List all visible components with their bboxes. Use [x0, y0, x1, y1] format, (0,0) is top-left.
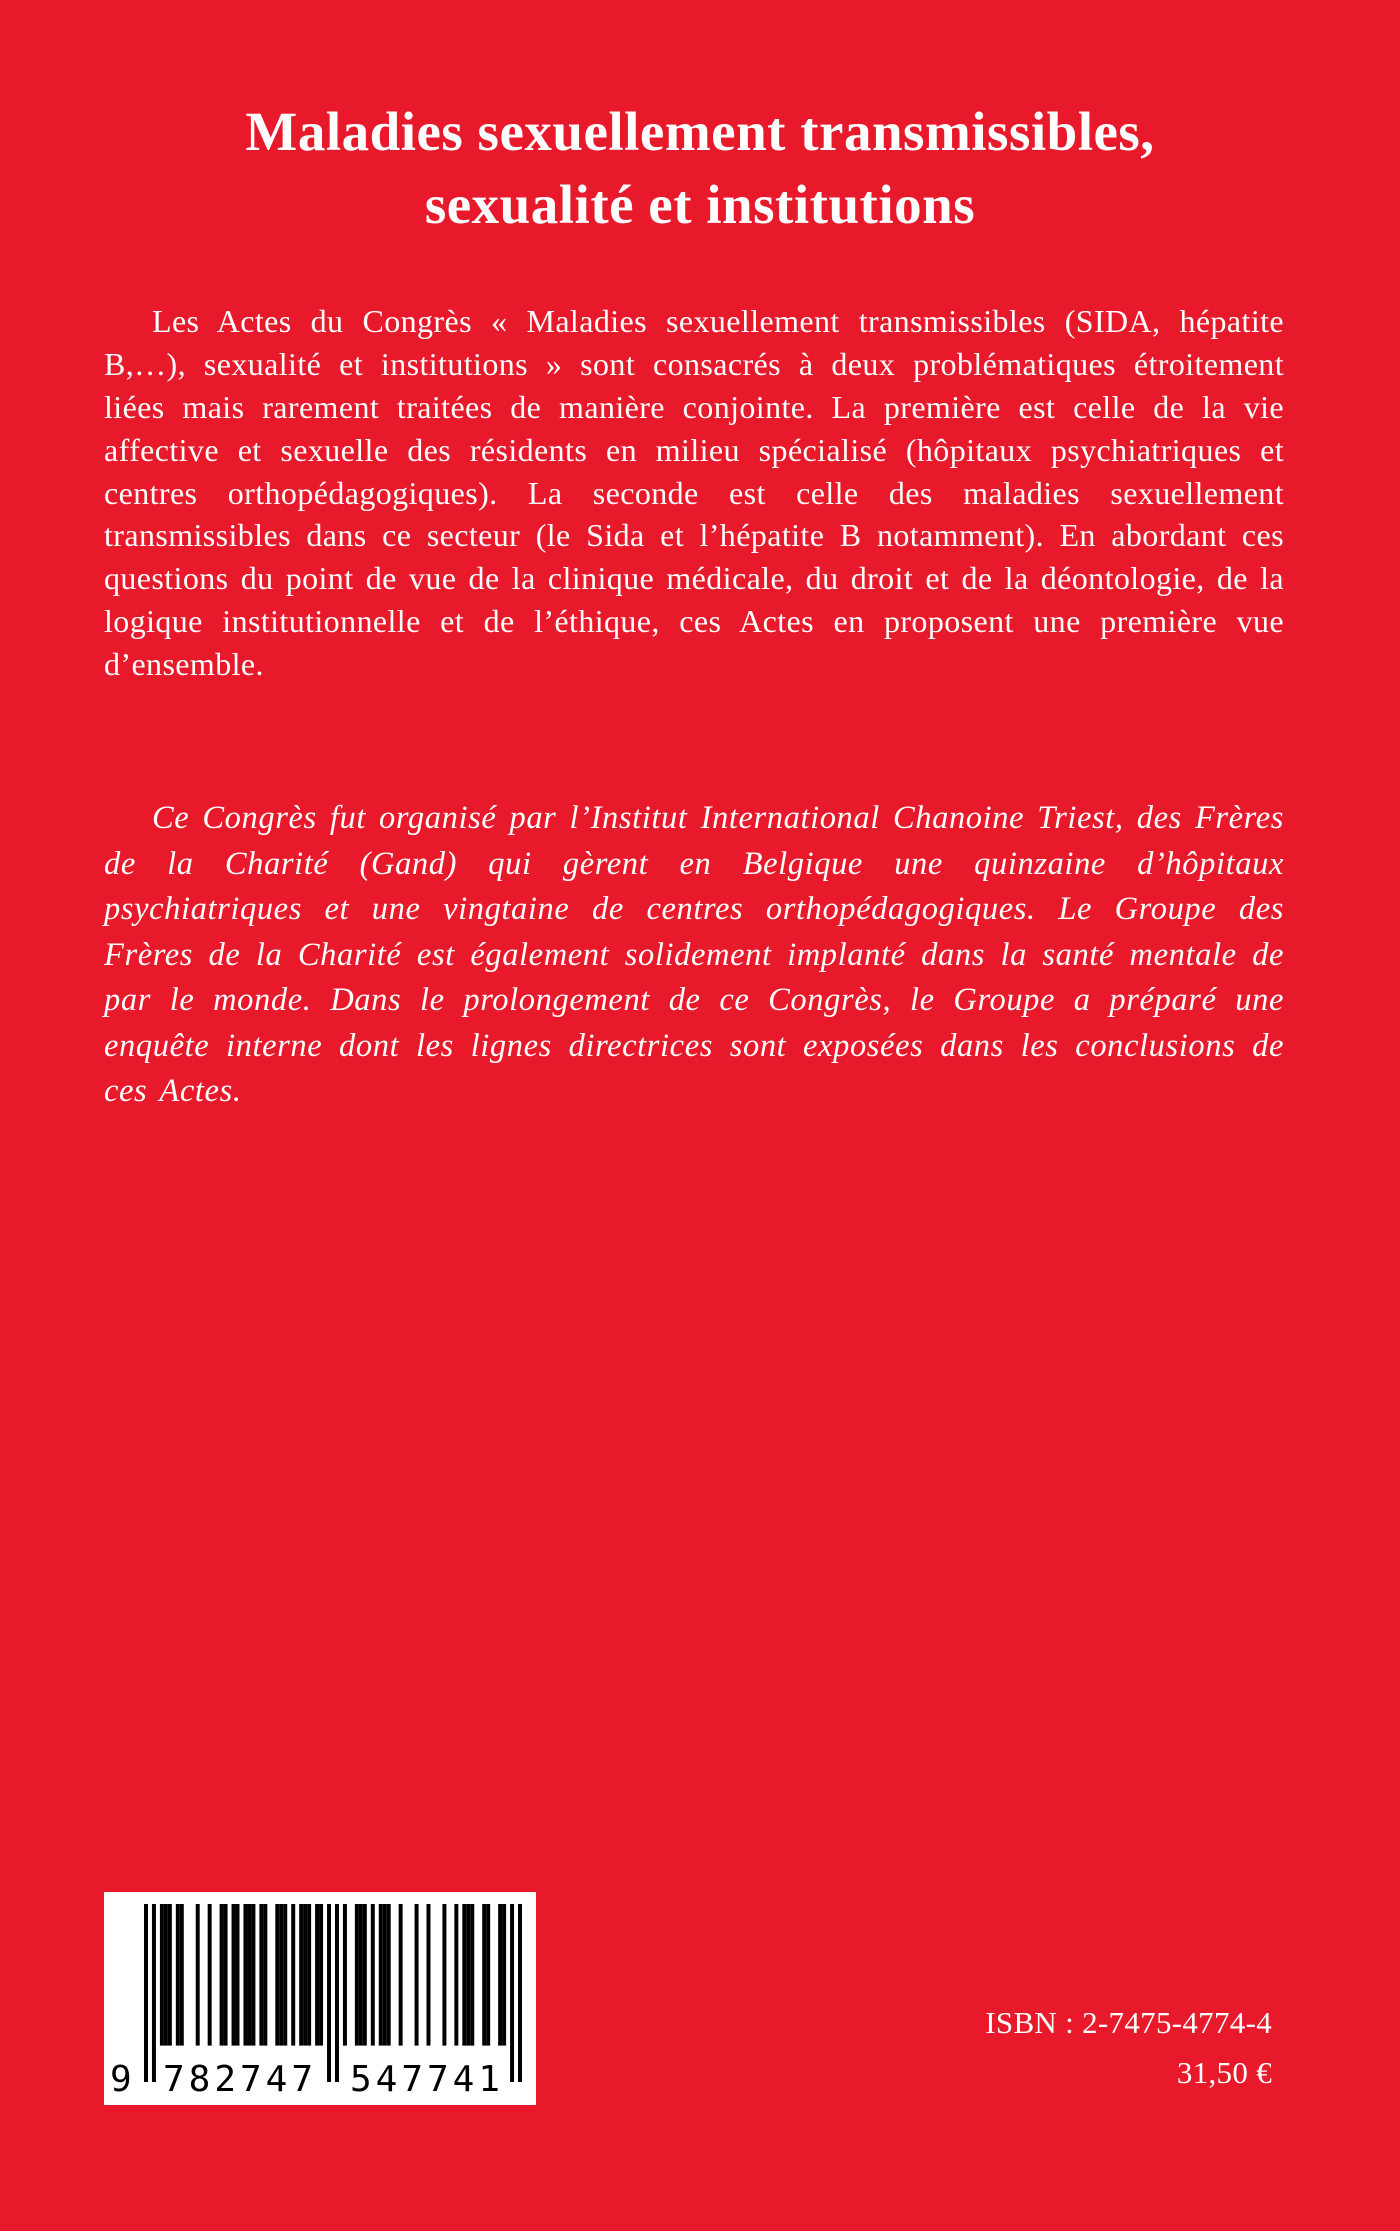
book-title	[0, 96, 1400, 241]
barcode-bars	[144, 1904, 522, 2082]
price: 31,50 €	[1176, 2054, 1272, 2090]
barcode	[104, 1892, 536, 2105]
title-line-1: Maladies sexuellement transmissibles,	[245, 101, 1155, 162]
barcode-digit-group-1: 782747	[162, 2059, 318, 2100]
barcode-digits	[104, 2059, 536, 2101]
barcode-digit-first: 9	[110, 2059, 132, 2100]
organizer-paragraph: Ce Congrès fut organisé par l’Institut International Chanoine Triest, des Frères de la Charité (Gand) qui gèrent en Belgique une quinzaine d’hôpitaux psychiatriques et une vingtaine de centres orthopédagogiques. Le Groupe des Frères de la Charité est également solidement implanté dans la santé mentale de par le monde. Dans le prolongement de ce Congrès, le Groupe a préparé une enquête interne dont les lignes directrices sont exposées dans les conclusions de ces Actes.	[104, 800, 1284, 1109]
summary-paragraph: Les Actes du Congrès « Maladies sexuellement transmissibles (SIDA, hépatite B,…), sexualité et institutions » sont consacrés à deux problématiques étroitement liées mais rarement traitées de manière conjointe. La première est celle de la vie affective et sexuelle des résidents en milieu spécialisé (hôpitaux psychiatriques et centres orthopédagogiques). La seconde est celle des maladies sexuellement transmissibles dans ce secteur (le Sida et l’hépatite B notamment). En abordant ces questions du point de vue de la clinique médicale, du droit et de la déontologie, de la logique institutionnelle et de l’éthique, ces Actes en proposent une première vue d’ensemble.	[104, 303, 1284, 682]
title-line-2: sexualité et institutions	[424, 173, 976, 235]
isbn: ISBN : 2-7475-4774-4	[985, 2005, 1272, 2040]
barcode-digit-group-2: 547741	[349, 2059, 505, 2100]
isbn-price-block	[985, 1998, 1272, 2097]
